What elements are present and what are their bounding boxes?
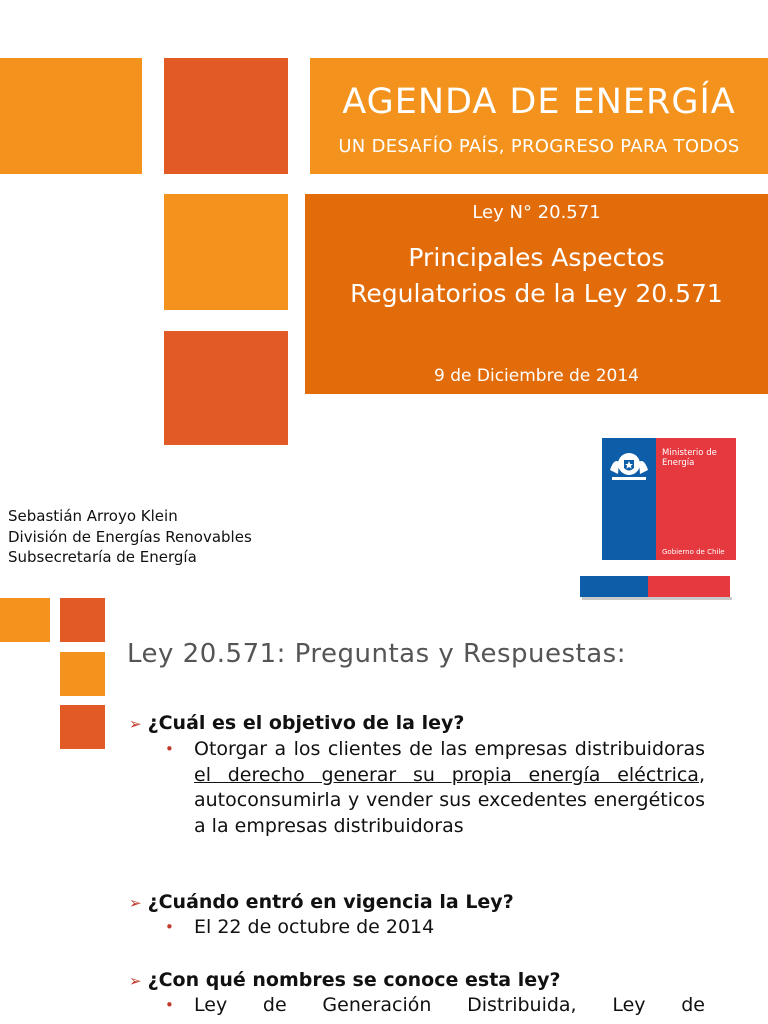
answer-2: El 22 de octubre de 2014 [194,916,435,938]
author-office: Subsecretaría de Energía [8,548,197,566]
dot-bullet-icon: • [165,996,174,1014]
question-3 [129,968,561,993]
logo-stripe [580,576,730,597]
agenda-banner [310,58,768,174]
question-2-text: ¿Cuándo entró en vigencia la Ley? [147,891,514,913]
stripe-blue [580,576,648,597]
decor-square-top-left [0,58,142,174]
author-division: División de Energías Renovables [8,527,252,546]
answer-1-post: , autoconsumirla y vender sus excedentes energéticos a la empresas distribuidoras [194,763,705,837]
law-title-box [305,194,768,394]
dot-bullet-icon: • [165,740,174,758]
stripe-red [648,576,730,597]
arrow-bullet-icon: ➢ [129,715,142,733]
question-3-text: ¿Con qué nombres se conoce esta ley? [147,969,561,991]
author-name: Sebastián Arroyo Klein [8,507,178,525]
arrow-bullet-icon: ➢ [129,972,142,990]
answer-1-underlined: el derecho generar su propia energía eléctrica [194,763,699,786]
logo-government-text: Gobierno de Chile [662,548,725,556]
law-number: Ley N° 20.571 [472,202,601,223]
answer-1 [194,737,705,839]
slide2-decor-square-2 [60,598,105,642]
logo-stripe-shadow [582,597,732,600]
logo-blue-panel [602,438,656,560]
question-2 [129,890,514,915]
decor-square-bottom [164,331,288,445]
author-block [8,506,252,568]
chile-coat-of-arms-icon [602,440,656,490]
slide2-decor-square-4 [60,705,105,749]
slide2-title: Ley 20.571: Preguntas y Respuestas: [127,639,626,669]
arrow-bullet-icon: ➢ [129,894,142,912]
slide2-decor-square-3 [60,652,105,696]
answer-1-pre: Otorgar a los clientes de las empresas distribuidoras [194,738,705,760]
presentation-date: 9 de Diciembre de 2014 [434,366,639,386]
ministry-logo [602,438,736,560]
agenda-title: AGENDA DE ENERGÍA [342,82,736,122]
answer-3 [194,993,705,1019]
question-1 [129,711,464,736]
presentation-title: Principales Aspectos Regulatorios de la Ley 20.571 [350,243,723,308]
logo-ministry-text: Ministerio de Energía [662,448,717,468]
agenda-subtitle: UN DESAFÍO PAÍS, PROGRESO PARA TODOS [338,136,740,157]
decor-square-top-center [164,58,288,174]
answer-3-text: Ley de Generación Distribuida, Ley de [194,994,705,1016]
decor-square-middle [164,194,288,310]
slide2-decor-square-1 [0,598,50,642]
question-1-text: ¿Cuál es el objetivo de la ley? [147,712,465,734]
dot-bullet-icon: • [165,918,174,936]
